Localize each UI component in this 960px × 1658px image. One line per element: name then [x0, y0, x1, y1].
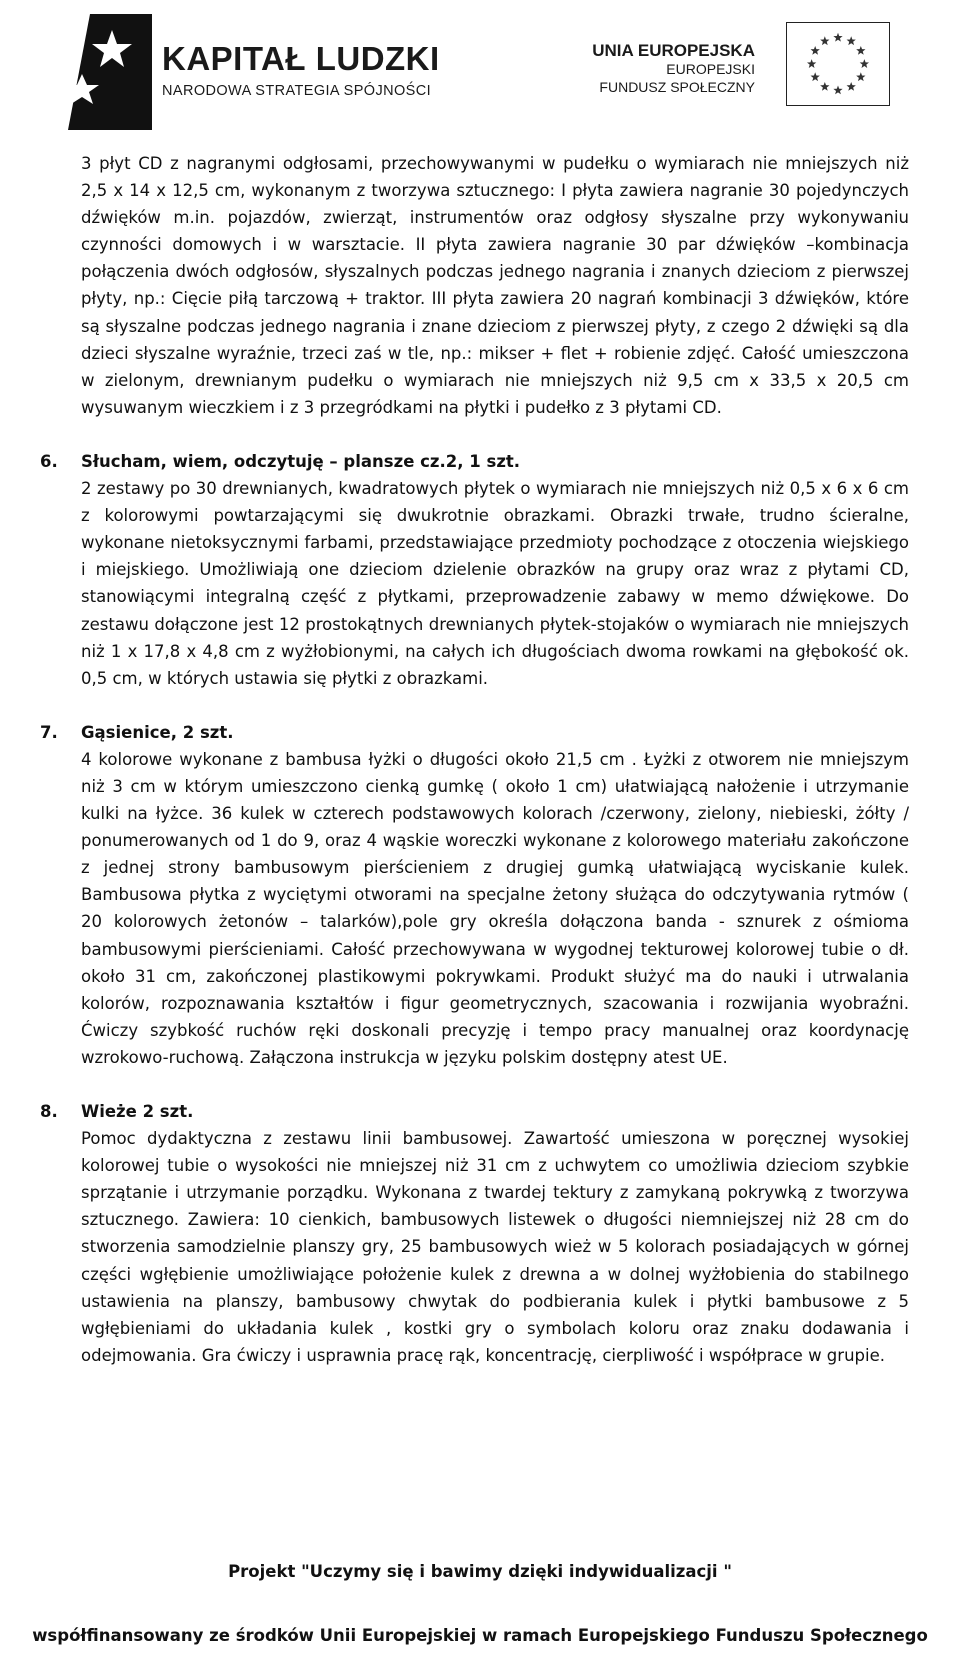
page-header: [0, 0, 960, 140]
cofinancing-footer: współfinansowany ze środków Unii Europejskiej w ramach Europejskiego Funduszu Społecznego: [32, 1626, 928, 1645]
section-number: 6.: [40, 451, 58, 471]
section-number: 7.: [40, 722, 58, 742]
eu-star-icon: [833, 85, 842, 94]
eu-fund-text: [592, 40, 755, 96]
eu-star-icon: [847, 82, 856, 91]
section-heading: [40, 719, 909, 746]
section-number: 8.: [40, 1102, 58, 1121]
section-heading: [40, 448, 909, 475]
kapital-ludzki-logo: [60, 12, 160, 132]
section-title: Słucham, wiem, odczytuję – plansze cz.2, 1 szt.: [81, 451, 521, 471]
section-6: [40, 448, 909, 692]
eu-flag-icon: [786, 22, 890, 106]
document-body: [40, 150, 909, 1369]
section-title: Gąsienice, 2 szt.: [81, 722, 234, 742]
eu-star-icon: [856, 72, 865, 81]
section-heading: [40, 1098, 909, 1125]
eu-star-icon: [811, 46, 820, 55]
eu-union-label: UNIA EUROPEJSKA: [592, 41, 755, 60]
eu-star-icon: [833, 33, 842, 42]
eu-star-icon: [860, 59, 869, 68]
project-footer: Projekt "Uczymy się i bawimy dzięki indywidualizacji ": [228, 1562, 732, 1581]
eu-star-icon: [807, 59, 816, 68]
eu-star-icon: [856, 46, 865, 55]
eu-star-icon: [811, 72, 820, 81]
intro-paragraph: 3 płyt CD z nagranymi odgłosami, przechowywanymi w pudełku o wymiarach nie mniejszych niż 2,5 x 14 x 12,5 cm, wykonanym z tworzywa sztucznego: I płyta zawiera nagranie 30 pojedynczych dźwięków m.in. pojazdów, zwierząt, instrumentów oraz odgłosy słyszalne przy wykonywaniu czynności domowych i w warsztacie. II płyta zawiera nagranie 30 par dźwięków –kombinacja połączenia dwóch odgłosów, słyszalnych podczas jednego nagrania i znanych dzieciom z pierwszej płyty, np.: Cięcie piłą tarczową + traktor. III płyta zawiera 20 nagrań kombinacji 3 dźwięków, które są słyszalne podczas jednego nagrania i znane dzieciom z pierwszej płyty, z czego 2 dźwięki są dla dzieci słyszalne wyraźnie, trzeci zaś w tle, np.: mikser + flet + robienie zdjęć. Całość umieszczona w zielonym, drewnianym pudełku o wymiarach nie mniejszych niż 9,5 cm x 33,5 x 20,5 cm wysuwanym wieczkiem i z 3 przegródkami na płytki i pudełko z 3 płytami CD.: [81, 154, 909, 417]
section-body: Pomoc dydaktyczna z zestawu linii bambusowej. Zawartość umieszona w poręcznej wysokiej kolorowej tubie o wysokości nie mniejszej niż 31 cm z uchwytem co umożliwia dzieciom szybkie sprzątanie i utrzymanie porządku. Wykonana z twardej tektury z zamykaną pokrywką z tworzywa sztucznego. Zawiera: 10 cienkich, bambusowych listewek o długości niemniejszej niż 28 cm do stworzenia samodzielnie planszy gry, 25 bambusowych wież w 5 kolorach posiadających w górnej części wgłębienie umożliwiające położenie kulek z drewna a w dolnej wyżłobienia do stabilnego ustawienia na planszy, bambusowy chwytak do podbierania kulek i płytki bambusowe z 5 wgłębieniami do układania kulek , kostki gry o symbolach koloru oraz znaku dodawania i odejmowania. Gra ćwiczy i usprawnia pracę rąk, koncentrację, cierpliwość i współprace w grupie.: [81, 1129, 909, 1365]
section-body: 4 kolorowe wykonane z bambusa łyżki o długości około 21,5 cm . Łyżki z otworem nie mniejszym niż 3 cm w którym umieszczono cienką gumkę ( około 1 cm) ułatwiającą nałożenie i utrzymanie kulki na łyżce. 36 kulek w czterech podstawowych kolorach /czerwony, zielony, niebieski, żółty / ponumerowanych od 1 do 9, oraz 4 wąskie woreczki wykonane z kolorowego materiału zakończone z jednej strony bambusowym pierścieniem z drugiej gumką ułatwiającą wyciskanie kulek. Bambusowa płytka z wyciętymi otworami na specjalne żetony służąca do odczytywania rytmów ( 20 kolorowych żetonów – talarków),pole gry określa dołączona banda - sznurek z ośmioma bambusowymi pierścieniami. Całość przechowywana w wygodnej tekturowej kolorowej tubie o dł. około 31 cm, zakończonej plastikowymi pokrywkami. Produkt służyć ma do nauki i utrwalania kolorów, rozpoznawania kształtów i figur geometrycznych, szacowania i rozwijania wyobraźni. Ćwiczy szybkość ruchów ręki doskonali precyzję i tempo pracy manualnej oraz koordynację wzrokowo-ruchową. Załączona instrukcja w języku polskim dostępny atest UE.: [81, 749, 909, 1067]
eu-star-icon: [847, 36, 856, 45]
eu-star-icon: [820, 82, 829, 91]
section-7: [40, 719, 909, 1071]
section-body: 2 zestawy po 30 drewnianych, kwadratowych płytek o wymiarach nie mniejszych niż 0,5 x 6 x 6 cm z kolorowymi powtarzającymi się dwukrotnie obrazkami. Obrazki trwałe, trudno ścieralne, wykonane nietoksycznymi farbami, przedstawiające przedmioty pochodzące z otoczenia wiejskiego i miejskiego. Umożliwiają one dzieciom dzielenie obrazków na grupy oraz wraz z płytami CD, stanowiącymi integralną część z płytkami, przeprowadzenie zabawy w memo dźwiękowe. Do zestawu dołączone jest 12 prostokątnych drewnianych płytek-stojaków o wymiarach nie mniejszych niż 1 x 17,8 x 4,8 cm z wyżłobionymi, na całych ich długościach dwoma rowkami na głębokość ok. 0,5 cm, w których ustawia się płytki z obrazkami.: [81, 479, 909, 688]
eu-european-label: EUROPEJSKI: [666, 61, 755, 78]
section-8: [40, 1098, 909, 1369]
section-title: Wieże 2 szt.: [81, 1102, 194, 1121]
eu-social-fund-label: FUNDUSZ SPOŁECZNY: [599, 78, 755, 95]
kapital-ludzki-title: KAPITAŁ LUDZKI: [162, 40, 440, 77]
kapital-ludzki-subtitle: NARODOWA STRATEGIA SPÓJNOŚCI: [162, 83, 432, 99]
eu-star-icon: [820, 36, 829, 45]
